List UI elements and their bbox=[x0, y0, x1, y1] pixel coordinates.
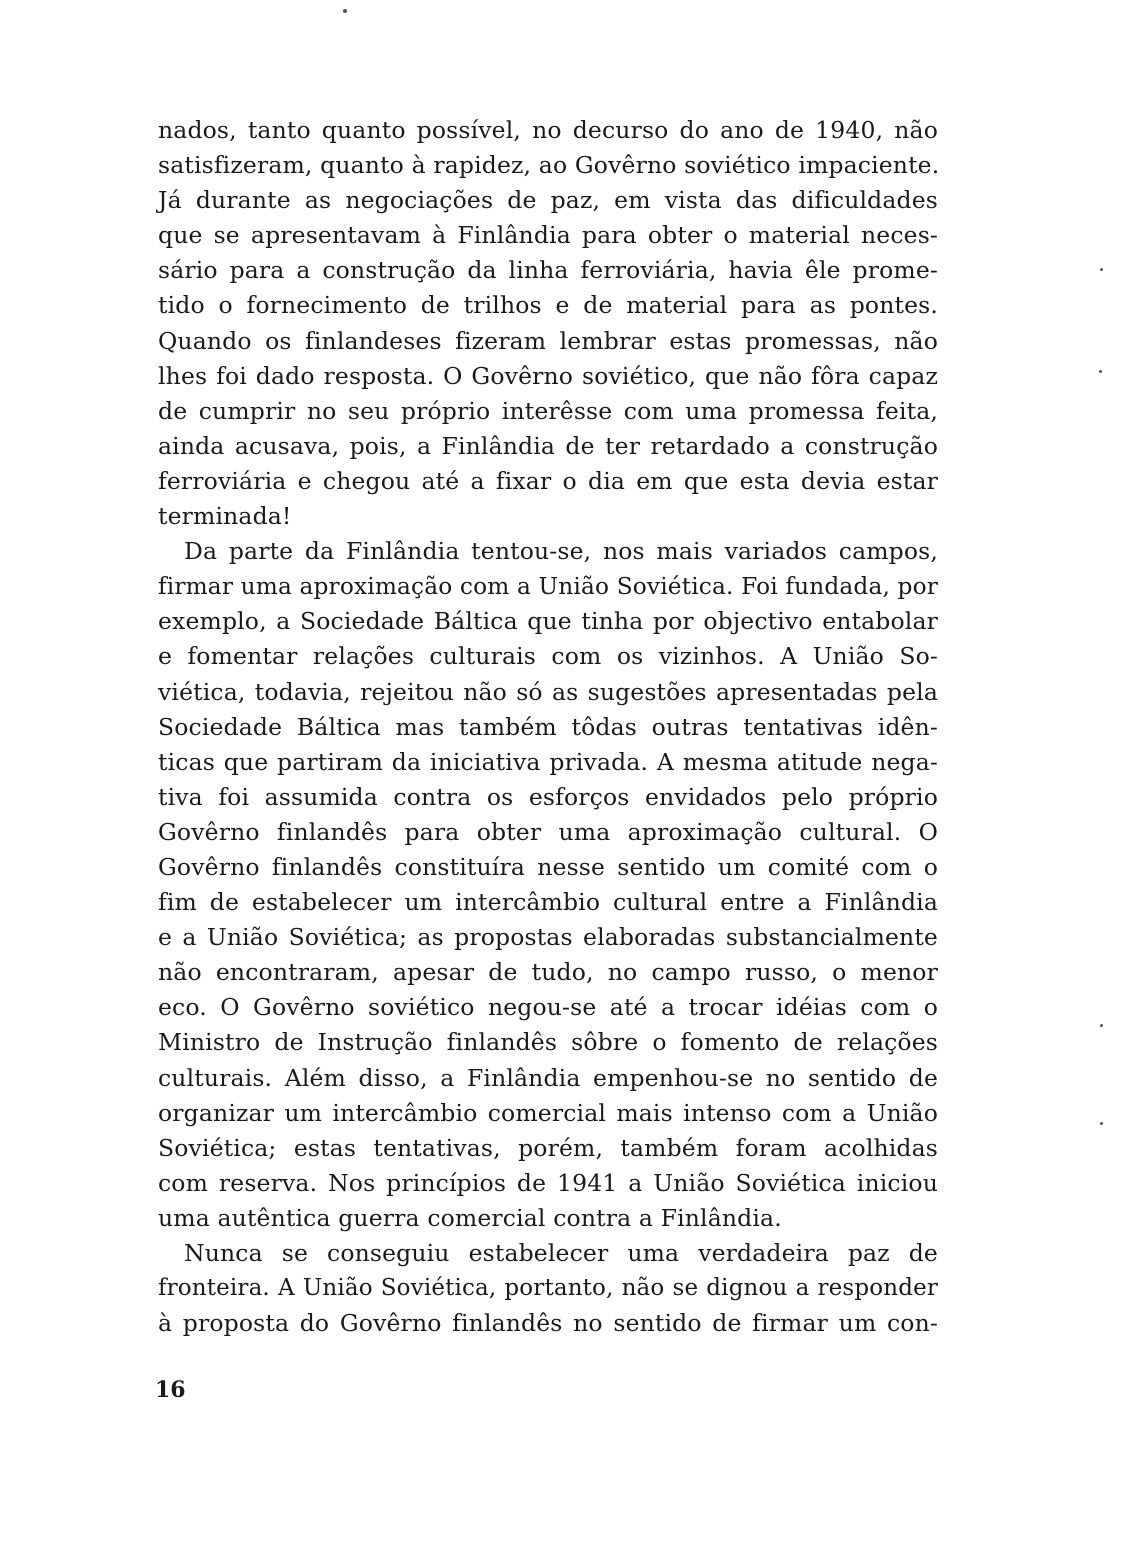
text-line: Govêrno finlandês constituíra nesse sentido um comité com o bbox=[158, 852, 938, 881]
text-line: não encontraram, apesar de tudo, no campo russo, o menor bbox=[158, 958, 938, 987]
text-line: e fomentar relações culturais com os vizinhos. A União So- bbox=[158, 642, 938, 671]
text-line: terminada! bbox=[158, 502, 292, 531]
text-line: Já durante as negociações de paz, em vista das dificuldades bbox=[158, 186, 938, 215]
text-line: viética, todavia, rejeitou não só as sugestões apresentadas pela bbox=[158, 677, 938, 706]
scan-speck bbox=[1100, 1122, 1103, 1125]
body-text bbox=[158, 113, 938, 1341]
text-line: ainda acusava, pois, a Finlândia de ter retardado a construção bbox=[158, 431, 938, 460]
text-line: Da parte da Finlândia tentou-se, nos mais variados campos, bbox=[184, 537, 938, 566]
text-line: ferroviária e chegou até a fixar o dia em que esta devia estar bbox=[158, 466, 938, 495]
text-line: exemplo, a Sociedade Báltica que tinha por objectivo entabolar bbox=[158, 607, 938, 636]
scan-speck bbox=[1100, 1024, 1103, 1027]
page-number: 16 bbox=[155, 1377, 186, 1403]
text-line: lhes foi dado resposta. O Govêrno soviético, que não fôra capaz bbox=[158, 361, 938, 390]
text-line: Nunca se conseguiu estabelecer uma verdadeira paz de bbox=[184, 1239, 938, 1267]
paragraph bbox=[158, 1236, 938, 1341]
text-line: com reserva. Nos princípios de 1941 a União Soviética iniciou bbox=[158, 1168, 938, 1197]
text-line: de cumprir no seu próprio interêsse com uma promessa feita, bbox=[158, 396, 938, 425]
text-line: ticas que partiram da iniciativa privada. A mesma atitude nega- bbox=[158, 747, 938, 776]
text-line: Soviética; estas tentativas, porém, também foram acolhidas bbox=[158, 1133, 938, 1162]
paragraph bbox=[158, 113, 938, 534]
text-line: eco. O Govêrno soviético negou-se até a trocar idéias com o bbox=[158, 993, 938, 1022]
text-line: firmar uma aproximação com a União Soviética. Foi fundada, por bbox=[158, 573, 938, 601]
scan-speck bbox=[1099, 370, 1102, 373]
text-line: satisfizeram, quanto à rapidez, ao Govêrno soviético impaciente. bbox=[158, 151, 940, 180]
text-line: Quando os finlandeses fizeram lembrar estas promessas, não bbox=[158, 326, 938, 355]
text-line: que se apresentavam à Finlândia para obter o material neces- bbox=[158, 221, 938, 250]
scan-speck bbox=[343, 9, 347, 13]
text-line: sário para a construção da linha ferroviária, havia êle prome- bbox=[158, 256, 938, 285]
text-line: culturais. Além disso, a Finlândia empenhou-se no sentido de bbox=[158, 1063, 938, 1092]
text-line: Sociedade Báltica mas também tôdas outras tentativas idên- bbox=[158, 712, 938, 741]
paragraph bbox=[158, 534, 938, 1236]
text-line: tido o fornecimento de trilhos e de material para as pontes. bbox=[158, 291, 938, 320]
text-line: e a União Soviética; as propostas elaboradas substancialmente bbox=[158, 923, 938, 952]
text-line: Ministro de Instrução finlandês sôbre o fomento de relações bbox=[158, 1028, 938, 1057]
text-line: tiva foi assumida contra os esforços envidados pelo próprio bbox=[158, 782, 938, 811]
text-line: organizar um intercâmbio comercial mais intenso com a União bbox=[158, 1098, 938, 1127]
scan-speck bbox=[1100, 268, 1103, 271]
text-line: uma autêntica guerra comercial contra a Finlândia. bbox=[158, 1203, 782, 1232]
text-line: nados, tanto quanto possível, no decurso do ano de 1940, não bbox=[158, 116, 938, 144]
text-line: Govêrno finlandês para obter uma aproximação cultural. O bbox=[158, 817, 938, 846]
text-line: à proposta do Govêrno finlandês no sentido de firmar um con- bbox=[158, 1309, 938, 1338]
text-line: fim de estabelecer um intercâmbio cultural entre a Finlândia bbox=[158, 888, 938, 917]
text-line: fronteira. A União Soviética, portanto, não se dignou a responder bbox=[158, 1275, 938, 1302]
